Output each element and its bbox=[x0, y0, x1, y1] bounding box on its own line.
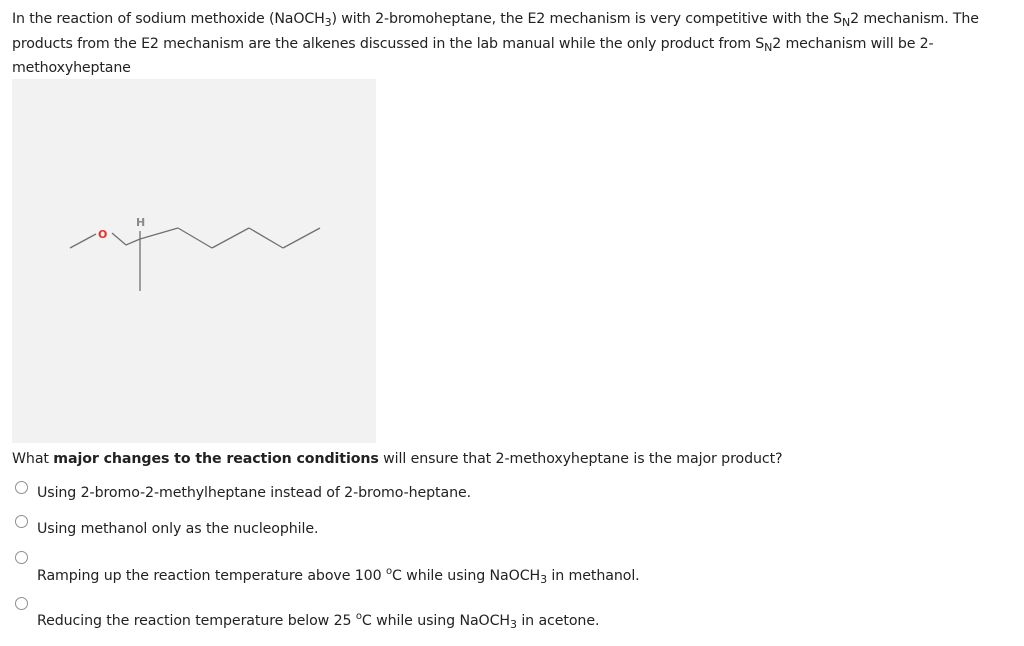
option-3-degree: o bbox=[385, 566, 392, 577]
intro-text-4: 2 mechanism will be 2-methoxyheptane bbox=[12, 35, 934, 76]
answer-option-4-label bbox=[37, 607, 599, 635]
bond-methyl-oxygen bbox=[70, 234, 96, 248]
methoxyheptane-structure bbox=[12, 79, 376, 443]
intro-subscript-1: 3 bbox=[324, 16, 332, 29]
question-bold: major changes to the reaction conditions bbox=[53, 451, 379, 467]
radio-button-2[interactable] bbox=[15, 515, 28, 528]
option-4-text-b: C while using NaOCH bbox=[361, 613, 510, 629]
radio-button-1[interactable] bbox=[15, 481, 28, 494]
option-3-text-b: C while using NaOCH bbox=[391, 568, 541, 584]
intro-text-3: 2 mechanism. The products from the E2 mechanism are the alkenes discussed in the lab manual while the only product from S bbox=[12, 11, 979, 52]
intro-text-1: In the reaction of sodium methoxide (NaOCH bbox=[12, 11, 325, 27]
radio-button-4[interactable] bbox=[15, 597, 28, 610]
molecule-figure bbox=[12, 79, 376, 443]
question-post: will ensure that 2-methoxyheptane is the major product? bbox=[378, 451, 783, 467]
intro-subscript-2: N bbox=[842, 16, 851, 29]
option-4-subscript: 3 bbox=[510, 618, 517, 631]
bond-c2-c3 bbox=[126, 239, 140, 245]
intro-subscript-3: N bbox=[764, 40, 773, 54]
question-pre: What bbox=[12, 451, 54, 467]
oxygen-atom-label: O bbox=[98, 228, 108, 241]
bond-chain-1 bbox=[140, 228, 178, 239]
bond-chain-5 bbox=[283, 228, 320, 248]
intro-paragraph bbox=[12, 9, 1018, 80]
answer-option-3-label bbox=[37, 562, 640, 590]
intro-text-2: ) with 2-bromoheptane, the E2 mechanism is very competitive with the S bbox=[331, 11, 843, 27]
option-4-text-a: Reducing the reaction temperature below 25 bbox=[37, 613, 356, 629]
bond-chain-4 bbox=[249, 228, 283, 248]
option-3-text-a: Ramping up the reaction temperature above 100 bbox=[37, 568, 386, 584]
option-4-text-c: in acetone. bbox=[516, 613, 600, 629]
option-4-degree: o bbox=[355, 611, 362, 622]
hydrogen-atom-label: H bbox=[136, 216, 146, 229]
bond-oxygen-carbon bbox=[112, 233, 126, 245]
question-text bbox=[12, 449, 1012, 469]
answer-option-1-label: Using 2-bromo-2-methylheptane instead of 2-bromo-heptane. bbox=[37, 485, 472, 501]
bond-chain-3 bbox=[212, 228, 249, 248]
answer-option-2-label: Using methanol only as the nucleophile. bbox=[37, 521, 319, 537]
option-3-text-c: in methanol. bbox=[547, 568, 640, 584]
option-3-subscript: 3 bbox=[540, 573, 547, 586]
radio-button-3[interactable] bbox=[15, 551, 28, 564]
bond-chain-2 bbox=[178, 228, 212, 248]
